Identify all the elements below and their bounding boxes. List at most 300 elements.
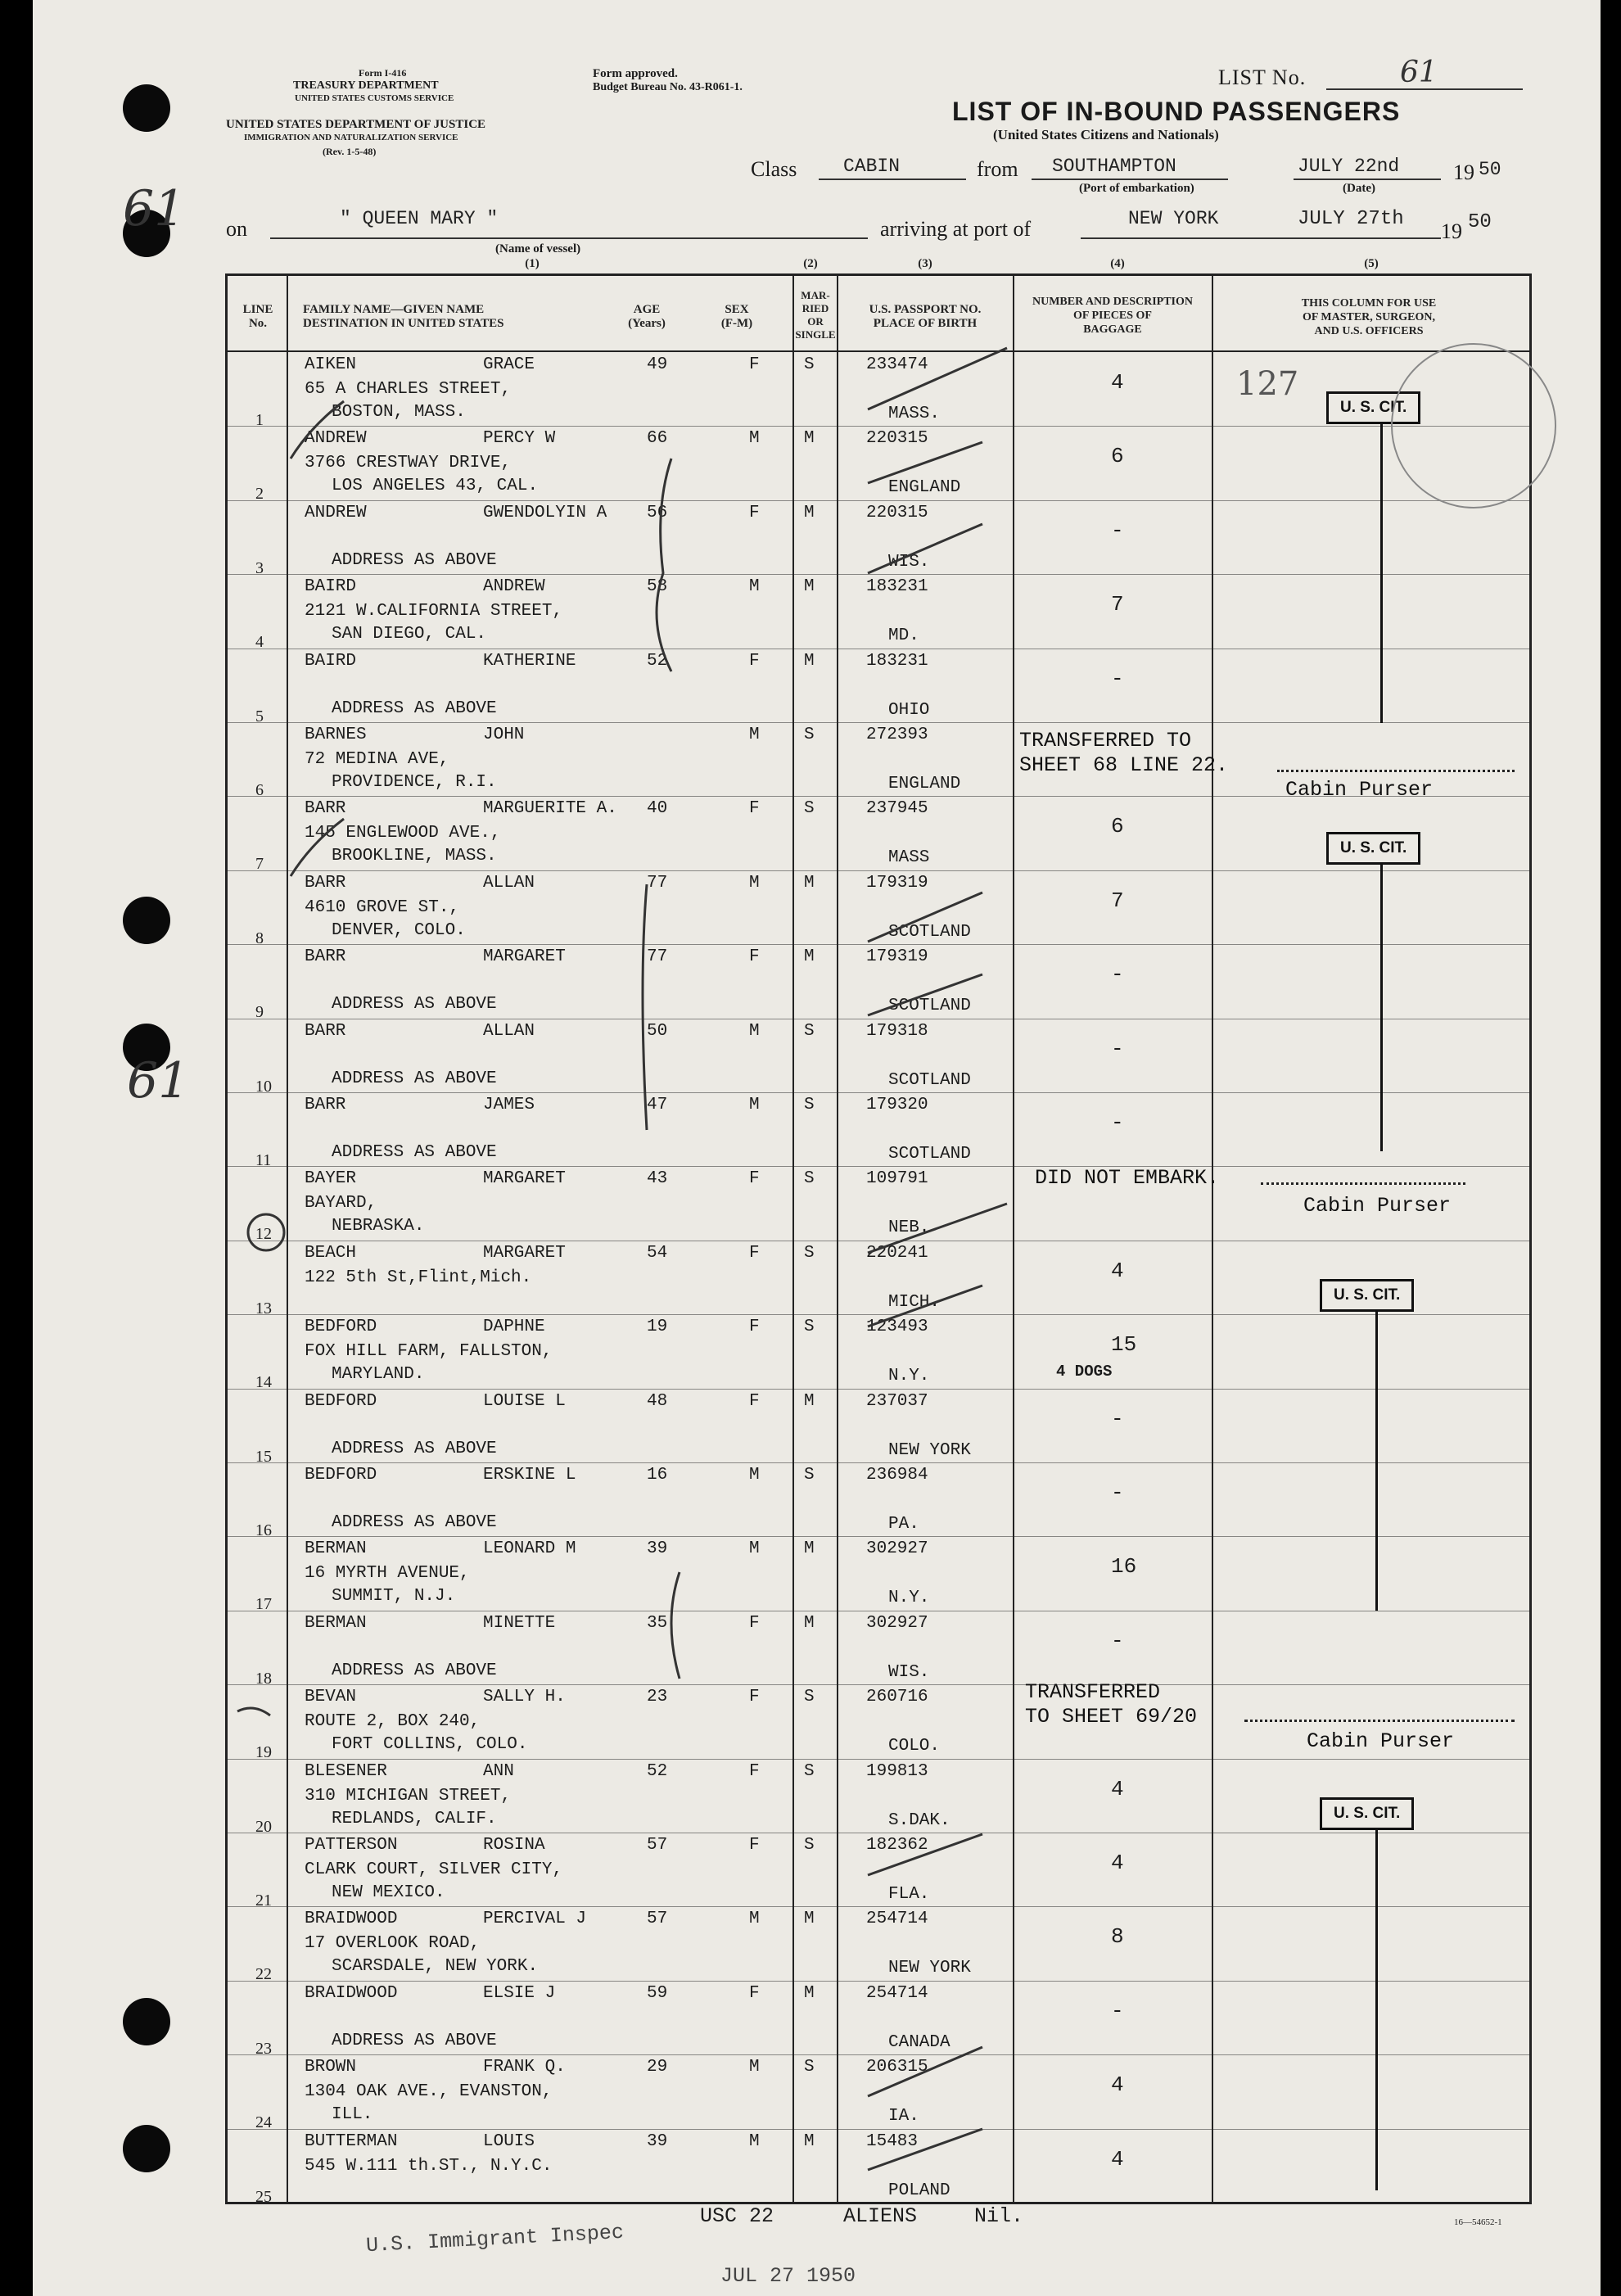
- place-of-birth: NEW YORK: [888, 1959, 971, 1977]
- marital-status: S: [804, 725, 815, 744]
- row-divider: [225, 1536, 1532, 1537]
- address-line-2: MARYLAND.: [332, 1365, 425, 1384]
- sex: M: [749, 725, 760, 744]
- age: 39: [647, 2132, 668, 2151]
- col-sex-b: (F-M): [720, 317, 753, 330]
- age: 47: [647, 1096, 668, 1114]
- given-name: SALLY H.: [483, 1688, 566, 1706]
- place-of-birth: S.DAK.: [888, 1811, 950, 1830]
- address-line-1: ROUTE 2, BOX 240,: [305, 1712, 481, 1731]
- sex: M: [749, 1539, 760, 1558]
- marital-status: M: [804, 429, 815, 448]
- place-of-birth: ENGLAND: [888, 775, 961, 793]
- age: 59: [647, 1984, 668, 2003]
- row-divider: [225, 944, 1532, 945]
- passport-number: 220315: [866, 429, 928, 448]
- class-line: [819, 179, 966, 180]
- row-divider: [225, 2054, 1532, 2055]
- address-line-2: REDLANDS, CALIF.: [332, 1810, 497, 1828]
- address-line-1: 122 5th St,Flint,Mich.: [305, 1268, 532, 1287]
- address-line-1: FOX HILL FARM, FALLSTON,: [305, 1342, 553, 1361]
- baggage-count: 6: [1111, 444, 1124, 468]
- given-name: MARGUERITE A.: [483, 799, 617, 818]
- given-name: MARGARET: [483, 1244, 566, 1263]
- baggage-count: 4: [1111, 2072, 1124, 2097]
- header-rule: [225, 350, 1532, 352]
- family-name: BARR: [305, 799, 346, 818]
- age: 57: [647, 1910, 668, 1928]
- place-of-birth: OHIO: [888, 701, 930, 720]
- family-name: ANDREW: [305, 429, 367, 448]
- year-2: 50: [1468, 211, 1492, 233]
- given-name: ANN: [483, 1762, 514, 1781]
- family-name: BEDFORD: [305, 1466, 377, 1485]
- baggage-count: 15: [1111, 1332, 1137, 1357]
- line-number: 23: [255, 2040, 272, 2058]
- family-name: BAYER: [305, 1169, 357, 1188]
- address-line-2: ADDRESS AS ABOVE: [332, 1513, 497, 1532]
- baggage-count: 6: [1111, 814, 1124, 838]
- passport-number: 183231: [866, 652, 928, 671]
- footer-aliens: ALIENS: [843, 2204, 918, 2228]
- line-number: 7: [255, 855, 264, 873]
- treasury-department: TREASURY DEPARTMENT: [293, 79, 439, 92]
- place-of-birth: POLAND: [888, 2181, 950, 2200]
- family-name: BARR: [305, 1096, 346, 1114]
- age: 50: [647, 1022, 668, 1041]
- given-name: LOUISE L: [483, 1392, 566, 1411]
- line-number: 18: [255, 1670, 272, 1688]
- col-officers-c: AND U.S. OFFICERS: [1314, 325, 1424, 337]
- marital-status: M: [804, 1910, 815, 1928]
- marital-status: S: [804, 799, 815, 818]
- sex: M: [749, 429, 760, 448]
- address-line-2: DENVER, COLO.: [332, 921, 466, 940]
- address-line-1: 72 MEDINA AVE,: [305, 750, 449, 769]
- us-cit-stamp: U. S. CIT.: [1326, 832, 1420, 865]
- sex: F: [749, 1614, 760, 1633]
- address-line-2: ADDRESS AS ABOVE: [332, 1661, 497, 1680]
- year-prefix-1: 19: [1453, 160, 1474, 184]
- sex: F: [749, 1688, 760, 1706]
- sex: M: [749, 1466, 760, 1485]
- given-name: DAPHNE: [483, 1317, 545, 1336]
- baggage-count: -: [1111, 1629, 1124, 1653]
- address-line-1: 310 MICHIGAN STREET,: [305, 1787, 512, 1806]
- list-no-label: LIST No.: [1218, 66, 1307, 89]
- passport-number: 237945: [866, 799, 928, 818]
- passport-number: 254714: [866, 1910, 928, 1928]
- age: 77: [647, 947, 668, 966]
- line-number: 9: [255, 1003, 264, 1021]
- sex: F: [749, 1317, 760, 1336]
- col-name-b: DESTINATION IN UNITED STATES: [303, 317, 504, 330]
- line-number: 12: [255, 1225, 272, 1243]
- family-name: BEDFORD: [305, 1392, 377, 1411]
- address-line-2: ADDRESS AS ABOVE: [332, 551, 497, 570]
- row-divider: [225, 426, 1532, 427]
- age: 35: [647, 1614, 668, 1633]
- col-divider: [837, 273, 838, 2202]
- passport-number: 236984: [866, 1466, 928, 1485]
- marital-status: S: [804, 1022, 815, 1041]
- sex: F: [749, 652, 760, 671]
- address-line-1: 145 ENGLEWOOD AVE.,: [305, 824, 501, 843]
- baggage-count: 8: [1111, 1924, 1124, 1949]
- marital-status: S: [804, 1688, 815, 1706]
- passport-number: 123493: [866, 1317, 928, 1336]
- address-line-2: NEW MEXICO.: [332, 1883, 445, 1902]
- age: 43: [647, 1169, 668, 1188]
- sex: M: [749, 2132, 760, 2151]
- footer-nil: Nil.: [974, 2204, 1024, 2228]
- age: 39: [647, 1539, 668, 1558]
- year-prefix-2: 19: [1441, 219, 1462, 243]
- place-of-birth: FLA.: [888, 1885, 930, 1904]
- on-label: on: [226, 217, 247, 241]
- place-of-birth: MD.: [888, 626, 919, 645]
- punch-hole: [123, 2125, 170, 2172]
- dotted-line: [1244, 1720, 1515, 1722]
- family-name: BAIRD: [305, 652, 357, 671]
- family-name: BROWN: [305, 2058, 357, 2077]
- family-name: AIKEN: [305, 355, 357, 374]
- row-divider: [225, 1314, 1532, 1315]
- marital-status: M: [804, 1392, 815, 1411]
- cabin-purser: Cabin Purser: [1303, 1194, 1452, 1218]
- address-line-2: BOSTON, MASS.: [332, 403, 466, 422]
- marital-status: S: [804, 1466, 815, 1485]
- place-of-birth: N.Y.: [888, 1367, 930, 1385]
- us-cit-stamp: U. S. CIT.: [1320, 1797, 1414, 1830]
- from-line: [1032, 179, 1228, 180]
- baggage-count: 4: [1111, 370, 1124, 395]
- marital-status: M: [804, 2132, 815, 2151]
- address-line-2: SUMMIT, N.J.: [332, 1587, 456, 1606]
- col-married-a: MAR-: [801, 289, 830, 301]
- sex: F: [749, 504, 760, 522]
- age: 57: [647, 1836, 668, 1855]
- us-cit-stamp: U. S. CIT.: [1326, 391, 1420, 424]
- place-of-birth: WIS.: [888, 553, 930, 572]
- age: 29: [647, 2058, 668, 2077]
- class-label: Class: [751, 157, 797, 181]
- family-name: PATTERSON: [305, 1836, 398, 1855]
- col-passport-a: U.S. PASSPORT NO.: [869, 303, 982, 316]
- place-of-birth: ENGLAND: [888, 478, 961, 497]
- address-line-2: ADDRESS AS ABOVE: [332, 1143, 497, 1162]
- passport-number: 260716: [866, 1688, 928, 1706]
- address-line-2: BROOKLINE, MASS.: [332, 847, 497, 866]
- transferred-note-2b: TO SHEET 69/20: [1025, 1705, 1198, 1729]
- passport-number: 199813: [866, 1762, 928, 1781]
- place-of-birth: SCOTLAND: [888, 923, 971, 942]
- port-embark-note: (Port of embarkation): [1079, 182, 1194, 195]
- age: 48: [647, 1392, 668, 1411]
- age: 19: [647, 1317, 668, 1336]
- annotation-127: 127: [1236, 365, 1299, 403]
- stamp-bracket-line: [1375, 1312, 1378, 1611]
- address-line-2: SCARSDALE, NEW YORK.: [332, 1957, 539, 1976]
- col-age-b: (Years): [628, 317, 666, 330]
- sex: M: [749, 1022, 760, 1041]
- row-divider: [225, 1389, 1532, 1390]
- col-num-2: (2): [803, 257, 818, 270]
- col-baggage-b: OF PIECES OF: [1073, 310, 1152, 322]
- family-name: ANDREW: [305, 504, 367, 522]
- line-number: 25: [255, 2188, 272, 2206]
- arrival-date: JULY 27th: [1298, 208, 1404, 230]
- baggage-count: 7: [1111, 888, 1124, 913]
- line-number: 17: [255, 1595, 272, 1613]
- print-code: 16—54652-1: [1454, 2217, 1502, 2227]
- passport-number: 179318: [866, 1022, 928, 1041]
- row-divider: [225, 2129, 1532, 2130]
- sex: M: [749, 577, 760, 596]
- given-name: GWENDOLYIN A: [483, 504, 607, 522]
- line-number: 20: [255, 1818, 272, 1836]
- transferred-note-1b: SHEET 68 LINE 22.: [1019, 753, 1229, 777]
- row-divider: [225, 1906, 1532, 1907]
- given-name: LEONARD M: [483, 1539, 576, 1558]
- age: 54: [647, 1244, 668, 1263]
- year-1: 50: [1479, 159, 1501, 180]
- sex: F: [749, 1392, 760, 1411]
- address-line-1: 1304 OAK AVE., EVANSTON,: [305, 2082, 553, 2101]
- address-line-2: ADDRESS AS ABOVE: [332, 1069, 497, 1088]
- baggage-count: 7: [1111, 592, 1124, 617]
- age: 58: [647, 577, 668, 596]
- row-divider: [225, 1684, 1532, 1685]
- address-line-2: ADDRESS AS ABOVE: [332, 699, 497, 718]
- col-divider: [1013, 273, 1014, 2202]
- given-name: ERSKINE L: [483, 1466, 576, 1485]
- passport-number: 220315: [866, 504, 928, 522]
- punch-hole: [123, 1998, 170, 2045]
- place-of-birth: WIS.: [888, 1663, 930, 1682]
- given-name: ALLAN: [483, 1022, 535, 1041]
- place-of-birth: PA.: [888, 1515, 919, 1534]
- punch-hole: [123, 84, 170, 132]
- address-line-2: FORT COLLINS, COLO.: [332, 1735, 528, 1754]
- from-value: SOUTHAMPTON: [1052, 156, 1176, 177]
- sex: F: [749, 1169, 760, 1188]
- vessel-line: [270, 237, 868, 239]
- date-stamp: JUL 27 1950: [720, 2264, 856, 2288]
- baggage-count: -: [1111, 518, 1124, 543]
- given-name: JOHN: [483, 725, 525, 744]
- col-married-c: OR: [807, 315, 824, 328]
- marital-status: M: [804, 577, 815, 596]
- col-married-d: SINGLE: [795, 328, 836, 341]
- family-name: BARNES: [305, 725, 367, 744]
- family-name: BRAIDWOOD: [305, 1910, 398, 1928]
- line-number: 11: [255, 1151, 272, 1169]
- address-line-2: ADDRESS AS ABOVE: [332, 2032, 497, 2050]
- transferred-note-1a: TRANSFERRED TO: [1019, 729, 1192, 753]
- baggage-count: -: [1111, 1999, 1124, 2023]
- passport-number: 220241: [866, 1244, 928, 1263]
- passport-number: 109791: [866, 1169, 928, 1188]
- line-number: 24: [255, 2113, 272, 2131]
- col-num-3: (3): [918, 257, 932, 270]
- passport-number: 206315: [866, 2058, 928, 2077]
- given-name: KATHERINE: [483, 652, 576, 671]
- given-name: MINETTE: [483, 1614, 556, 1633]
- place-of-birth: SCOTLAND: [888, 1071, 971, 1090]
- address-line-1: 3766 CRESTWAY DRIVE,: [305, 454, 512, 472]
- passport-number: 182362: [866, 1836, 928, 1855]
- form-number: Form I-416: [359, 67, 407, 79]
- passport-number: 179319: [866, 874, 928, 893]
- did-not-embark-note: DID NOT EMBARK.: [1035, 1166, 1220, 1190]
- immigrant-inspector-stamp: U.S. Immigrant Inspec: [365, 2220, 625, 2258]
- passport-number: 179319: [866, 947, 928, 966]
- col-officers-b: OF MASTER, SURGEON,: [1302, 311, 1436, 323]
- marital-status: S: [804, 355, 815, 374]
- baggage-count: -: [1111, 1037, 1124, 1061]
- dept-of-justice: UNITED STATES DEPARTMENT OF JUSTICE: [226, 118, 486, 131]
- address-line-1: 545 W.111 th.ST., N.Y.C.: [305, 2157, 553, 2176]
- row-divider: [225, 1166, 1532, 1167]
- place-of-birth: NEB.: [888, 1218, 930, 1237]
- passport-number: 254714: [866, 1984, 928, 2003]
- age: 52: [647, 1762, 668, 1781]
- cabin-purser: Cabin Purser: [1307, 1729, 1455, 1753]
- place-of-birth: MASS: [888, 848, 930, 867]
- row-divider: [225, 1462, 1532, 1463]
- family-name: BARR: [305, 1022, 346, 1041]
- baggage-count: -: [1111, 667, 1124, 691]
- given-name: ROSINA: [483, 1836, 545, 1855]
- given-name: MARGARET: [483, 947, 566, 966]
- passport-number: 179320: [866, 1096, 928, 1114]
- family-name: BEVAN: [305, 1688, 357, 1706]
- family-name: BLESENER: [305, 1762, 387, 1781]
- page-title: LIST OF IN-BOUND PASSENGERS: [952, 97, 1401, 126]
- baggage-count: 4: [1111, 1777, 1124, 1801]
- form-approved: Form approved.: [593, 67, 678, 80]
- place-of-birth: N.Y.: [888, 1589, 930, 1607]
- address-line-2: SAN DIEGO, CAL.: [332, 625, 487, 644]
- address-line-2: ADDRESS AS ABOVE: [332, 995, 497, 1014]
- baggage-count: -: [1111, 1110, 1124, 1135]
- row-divider: [225, 722, 1532, 723]
- place-of-birth: SCOTLAND: [888, 1145, 971, 1164]
- margin-number: 61: [127, 1052, 190, 1110]
- line-number: 2: [255, 485, 264, 503]
- row-divider: [225, 1759, 1532, 1760]
- stamp-bracket-line: [1375, 1830, 1378, 2190]
- baggage-count: 16: [1111, 1554, 1137, 1579]
- marital-status: M: [804, 874, 815, 893]
- us-cit-stamp: U. S. CIT.: [1320, 1279, 1414, 1312]
- address-line-1: 17 OVERLOOK ROAD,: [305, 1934, 481, 1953]
- marital-status: S: [804, 1169, 815, 1188]
- cabin-purser: Cabin Purser: [1285, 778, 1434, 802]
- sex: F: [749, 799, 760, 818]
- given-name: PERCIVAL J: [483, 1910, 587, 1928]
- list-no-value: 61: [1400, 56, 1438, 89]
- transferred-note-2a: TRANSFERRED: [1025, 1680, 1161, 1704]
- address-line-2: ADDRESS AS ABOVE: [332, 1440, 497, 1458]
- marital-status: S: [804, 1096, 815, 1114]
- col-line-no: LINE No.: [242, 303, 273, 330]
- given-name: LOUIS: [483, 2132, 535, 2151]
- sex: M: [749, 1096, 760, 1114]
- age: 66: [647, 429, 668, 448]
- col-num-1: (1): [525, 257, 540, 270]
- stamp-bracket-line: [1380, 865, 1383, 1151]
- sex: M: [749, 1910, 760, 1928]
- col-baggage-a: NUMBER AND DESCRIPTION: [1032, 296, 1194, 308]
- given-name: ALLAN: [483, 874, 535, 893]
- baggage-count: 4: [1111, 1259, 1124, 1283]
- sex: F: [749, 1836, 760, 1855]
- customs-service: UNITED STATES CUSTOMS SERVICE: [295, 93, 454, 103]
- col-divider: [287, 273, 288, 2202]
- from-label: from: [977, 157, 1018, 181]
- family-name: BEACH: [305, 1244, 357, 1263]
- col-name-a: FAMILY NAME—GIVEN NAME: [303, 303, 485, 316]
- marital-status: M: [804, 1539, 815, 1558]
- marital-status: M: [804, 947, 815, 966]
- sex: F: [749, 355, 760, 374]
- page-subtitle: (United States Citizens and Nationals): [993, 127, 1219, 142]
- given-name: GRACE: [483, 355, 535, 374]
- date-note: (Date): [1343, 182, 1375, 195]
- dotted-line: [1261, 1182, 1465, 1185]
- row-divider: [225, 1981, 1532, 1982]
- line-number: 10: [255, 1078, 272, 1096]
- vessel-name: " QUEEN MARY ": [340, 208, 499, 229]
- address-line-2: PROVIDENCE, R.I.: [332, 773, 497, 792]
- row-divider: [225, 500, 1532, 501]
- budget-bureau: Budget Bureau No. 43-R061-1.: [593, 81, 743, 93]
- sex: M: [749, 874, 760, 893]
- place-of-birth: MASS.: [888, 405, 941, 423]
- age: 16: [647, 1466, 668, 1485]
- marital-status: S: [804, 1317, 815, 1336]
- address-line-2: NEBRASKA.: [332, 1217, 425, 1236]
- dotted-line: [1277, 770, 1515, 772]
- age: 40: [647, 799, 668, 818]
- place-of-birth: COLO.: [888, 1737, 941, 1756]
- given-name: FRANK Q.: [483, 2058, 566, 2077]
- address-line-1: BAYARD,: [305, 1194, 377, 1213]
- line-number: 1: [255, 411, 264, 429]
- passport-number: 302927: [866, 1614, 928, 1633]
- embark-date: JULY 22nd: [1298, 156, 1400, 177]
- family-name: BAIRD: [305, 577, 357, 596]
- revision: (Rev. 1-5-48): [323, 146, 377, 157]
- address-line-1: CLARK COURT, SILVER CITY,: [305, 1860, 563, 1879]
- address-line-2: LOS ANGELES 43, CAL.: [332, 477, 539, 495]
- passport-number: 302927: [866, 1539, 928, 1558]
- marital-status: M: [804, 1614, 815, 1633]
- given-name: PERCY W: [483, 429, 556, 448]
- family-name: BUTTERMAN: [305, 2132, 398, 2151]
- marital-status: M: [804, 504, 815, 522]
- baggage-count: 4: [1111, 1851, 1124, 1875]
- age: 23: [647, 1688, 668, 1706]
- address-line-1: 4610 GROVE ST.,: [305, 898, 460, 917]
- marital-status: S: [804, 1244, 815, 1263]
- line-number: 8: [255, 929, 264, 947]
- arrival-line: [1081, 237, 1441, 239]
- margin-number: 61: [123, 180, 186, 237]
- col-age-a: AGE: [633, 303, 661, 316]
